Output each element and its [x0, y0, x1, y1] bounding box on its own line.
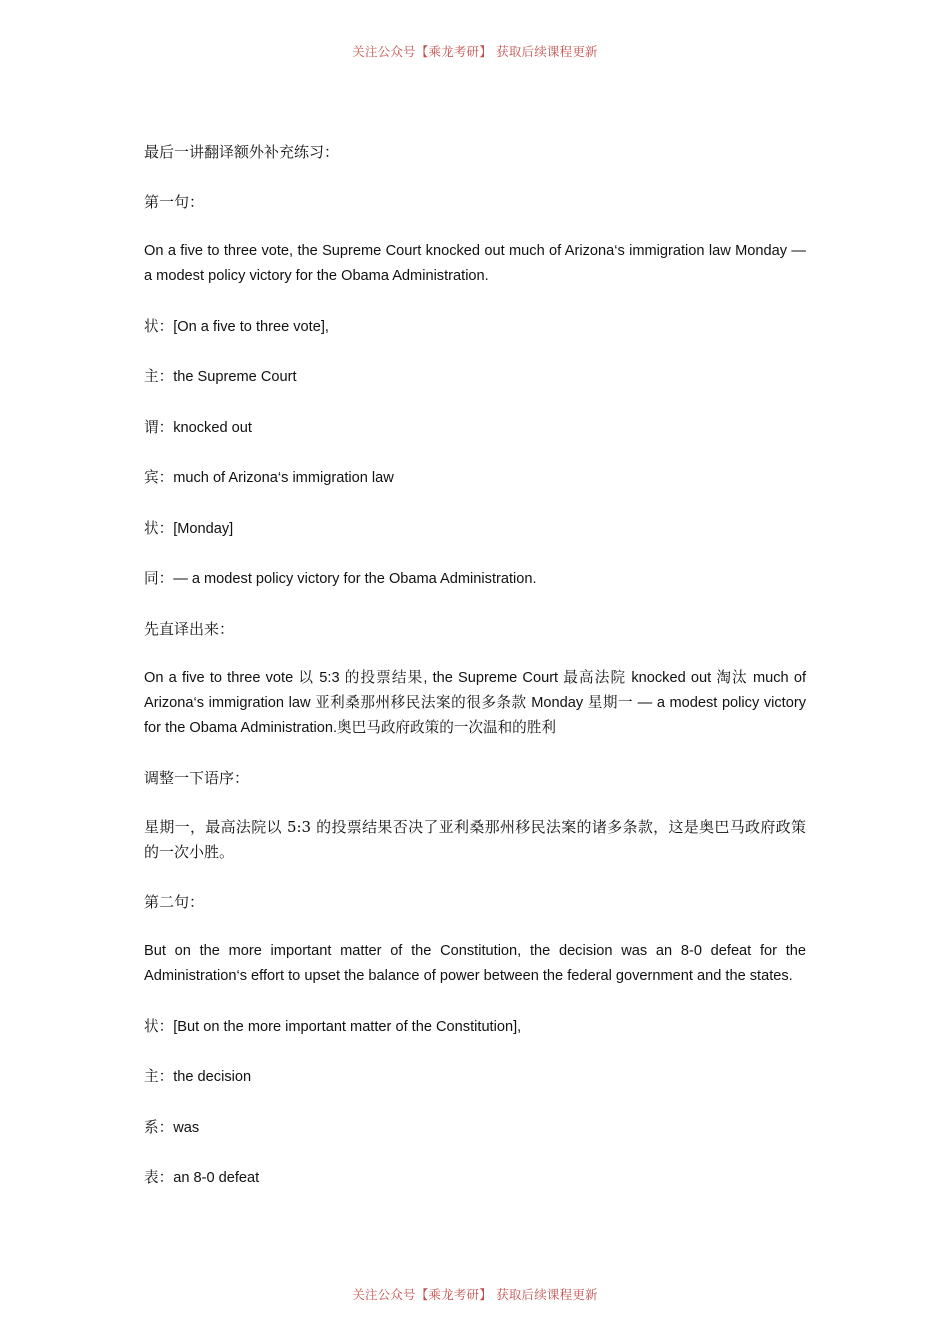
- final-translation: 星期一，最高法院以 5:3 的投票结果否决了亚利桑那州移民法案的诸多条款，这是奥巴马政府政策的一次小胜。: [144, 818, 806, 861]
- analysis-text: knocked out: [173, 419, 252, 436]
- analysis-text: [On a five to three vote],: [173, 318, 329, 335]
- analysis-text: much of Arizona‘s immigration law: [173, 470, 394, 486]
- analysis-row: [144, 364, 806, 390]
- analysis-row: [144, 1064, 806, 1090]
- analysis-text: [But on the more important matter of the Constitution],: [173, 1018, 522, 1035]
- analysis-row: [144, 314, 806, 340]
- analysis-label: 状：: [144, 519, 174, 537]
- analysis-text: [Monday]: [173, 520, 234, 537]
- analysis-label: 宾：: [144, 469, 174, 486]
- analysis-label: 表：: [144, 1169, 174, 1186]
- analysis-row: [144, 1115, 806, 1141]
- analysis-text: — a modest policy victory for the Obama Administration.: [173, 571, 537, 587]
- analysis-text: the decision: [173, 1069, 252, 1085]
- analysis-label: 同：: [144, 570, 174, 587]
- analysis-row: [144, 516, 806, 542]
- analysis-text: was: [173, 1119, 200, 1136]
- sentence1-original: On a five to three vote, the Supreme Court knocked out much of Arizona‘s immigration law Monday — a modest policy victory for the Obama Administration.: [144, 243, 806, 284]
- page-header: 关注公众号【乘龙考研】 获取后续课程更新: [352, 44, 598, 59]
- analysis-label: 谓：: [144, 418, 174, 436]
- reorder-heading: 调整一下语序：: [144, 768, 250, 787]
- analysis-label: 主：: [144, 1068, 174, 1085]
- analysis-label: 主：: [144, 368, 174, 385]
- analysis-text: an 8-0 defeat: [173, 1170, 260, 1186]
- analysis-row: [144, 415, 806, 441]
- analysis-label: 状：: [144, 1017, 174, 1035]
- analysis-text: the Supreme Court: [173, 369, 297, 385]
- sentence1-heading: 第一句：: [144, 192, 205, 211]
- section-title: 最后一讲翻译额外补充练习：: [144, 143, 340, 161]
- analysis-row: [144, 465, 806, 491]
- document-body: [144, 140, 806, 1216]
- analysis-label: 状：: [144, 317, 174, 335]
- analysis-row: [144, 1014, 806, 1040]
- sentence2-heading: 第二句：: [144, 892, 205, 911]
- page-footer: 关注公众号【乘龙考研】 获取后续课程更新: [352, 1287, 598, 1302]
- literal-heading: 先直译出来：: [144, 619, 235, 638]
- analysis-row: [144, 1165, 806, 1191]
- literal-translation: On a five to three vote 以 5:3 的投票结果, the Supreme Court 最高法院 knocked out 淘汰 much of Arizona‘s immigration law 亚利桑那州移民法案的很多条款 Monday 星期一 — a modest policy victory for the Obama Administration.奥巴马政府政策的一次温和的胜利: [144, 670, 806, 736]
- analysis-row: [144, 566, 806, 592]
- sentence2-original: But on the more important matter of the Constitution, the decision was an 8-0 defeat for the Administration‘s effort to upset the balance of power between the federal government and the states.: [144, 943, 806, 984]
- analysis-label: 系：: [144, 1118, 174, 1136]
